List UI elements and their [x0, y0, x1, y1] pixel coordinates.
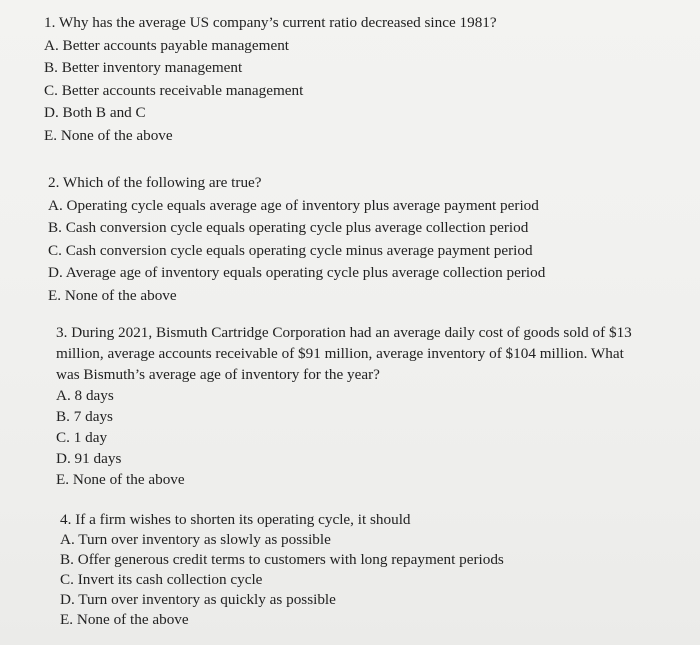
- question-4-option-d: D. Turn over inventory as quickly as possible: [60, 591, 336, 608]
- question-1-option-a: A. Better accounts payable management: [44, 36, 290, 54]
- question-1-option-e: E. None of the above: [44, 126, 173, 144]
- question-3: [56, 322, 632, 490]
- question-1-prompt: 1. Why has the average US company’s current ratio decreased since 1981?: [44, 14, 497, 31]
- question-2-option-c: C. Cash conversion cycle equals operating cycle minus average payment period: [48, 241, 533, 259]
- question-3-prompt-line-2: million, average accounts receivable of $91 million, average inventory of $104 million. What: [56, 345, 624, 362]
- question-1-option-d: D. Both B and C: [44, 104, 146, 121]
- question-1-option-b: B. Better inventory management: [44, 59, 243, 76]
- question-3-option-c: C. 1 day: [56, 429, 108, 446]
- question-4-option-a: A. Turn over inventory as slowly as possible: [60, 531, 331, 548]
- question-4-option-e: E. None of the above: [60, 611, 189, 628]
- question-2-option-b: B. Cash conversion cycle equals operating cycle plus average collection period: [48, 219, 529, 236]
- question-4-option-b: B. Offer generous credit terms to customers with long repayment periods: [60, 551, 504, 568]
- question-1-option-c: C. Better accounts receivable management: [44, 81, 304, 99]
- question-2-prompt: 2. Which of the following are true?: [48, 174, 262, 191]
- question-3-option-e: E. None of the above: [56, 471, 185, 488]
- question-1: [44, 12, 497, 147]
- question-2-option-e: E. None of the above: [48, 286, 177, 304]
- question-4-option-c: C. Invert its cash collection cycle: [60, 571, 263, 588]
- question-4-prompt: 4. If a firm wishes to shorten its operating cycle, it should: [60, 511, 411, 528]
- question-2: [48, 172, 545, 307]
- question-4: [60, 510, 504, 630]
- question-3-prompt-line-3: was Bismuth’s average age of inventory for the year?: [56, 366, 380, 383]
- question-2-option-a: A. Operating cycle equals average age of inventory plus average payment period: [48, 196, 539, 214]
- question-2-option-d: D. Average age of inventory equals operating cycle plus average collection period: [48, 264, 546, 281]
- question-3-option-a: A. 8 days: [56, 387, 114, 404]
- question-3-option-b: B. 7 days: [56, 408, 113, 425]
- question-3-prompt-line-1: 3. During 2021, Bismuth Cartridge Corporation had an average daily cost of goods sold of $13: [56, 324, 632, 341]
- question-3-option-d: D. 91 days: [56, 450, 122, 467]
